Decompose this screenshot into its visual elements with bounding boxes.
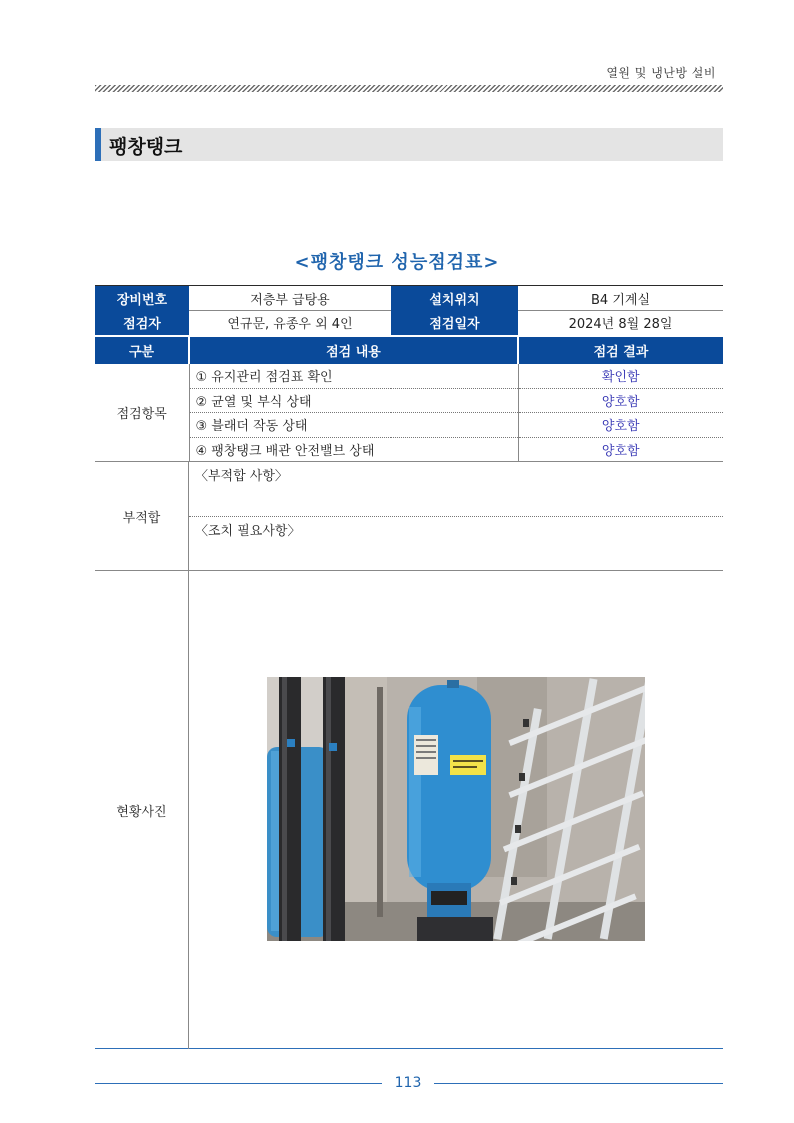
table-header-row [95,336,723,364]
chapter-header: 열원 및 냉난방 설비 [606,66,716,80]
photo-section [95,571,723,1049]
nonconformity-issues-label: 〈부적합 사항〉 [195,469,288,484]
header-content: 점검 내용 [189,336,518,364]
date-label: 점검일자 [391,311,518,336]
location-label: 설치위치 [391,286,518,311]
inspector-value: 연규문, 유종우 외 4인 [189,311,391,336]
nonconformity-section [95,461,723,571]
info-row-inspector [95,311,723,336]
nonconformity-actions-label: 〈조치 필요사항〉 [195,524,301,539]
document-title: <팽창탱크 성능점검표> [294,252,500,273]
table-row [95,364,723,389]
inspector-label: 점검자 [95,311,189,336]
date-value: 2024년 8월 28일 [518,311,723,336]
item-content: ③ 블래더 작동 상태 [189,413,518,438]
equip-no-label: 장비번호 [95,286,189,311]
nonconformity-label: 부적합 [95,461,189,571]
item-result: 확인함 [518,364,723,389]
info-row-equipment [95,286,723,311]
table-row [95,388,723,413]
item-content: ② 균열 및 부식 상태 [189,388,518,413]
header-category: 구분 [95,336,189,364]
table-row [95,437,723,462]
section-title: 팽창탱크 [109,136,183,158]
inspection-table [95,285,723,462]
inspection-label: 점검항목 [95,364,189,462]
location-value: B4 기계실 [518,286,723,311]
expansion-tank-photo [267,677,645,941]
photo-label: 현황사진 [95,571,189,1049]
header-hatch-divider [95,85,723,92]
table-row [95,413,723,438]
nonconformity-divider [189,516,723,517]
header-result: 점검 결과 [518,336,723,364]
item-content: ④ 팽창탱크 배관 안전밸브 상태 [189,437,518,462]
item-content: ① 유지관리 점검표 확인 [189,364,518,389]
section-heading [95,128,723,161]
footer-rule-right [434,1083,723,1084]
equip-no-value: 저층부 급탕용 [189,286,391,311]
page-number: 113 [394,1075,422,1091]
item-result: 양호함 [518,413,723,438]
item-result: 양호함 [518,437,723,462]
section-accent-bar [95,128,101,161]
item-result: 양호함 [518,388,723,413]
footer-rule-left [95,1083,382,1084]
